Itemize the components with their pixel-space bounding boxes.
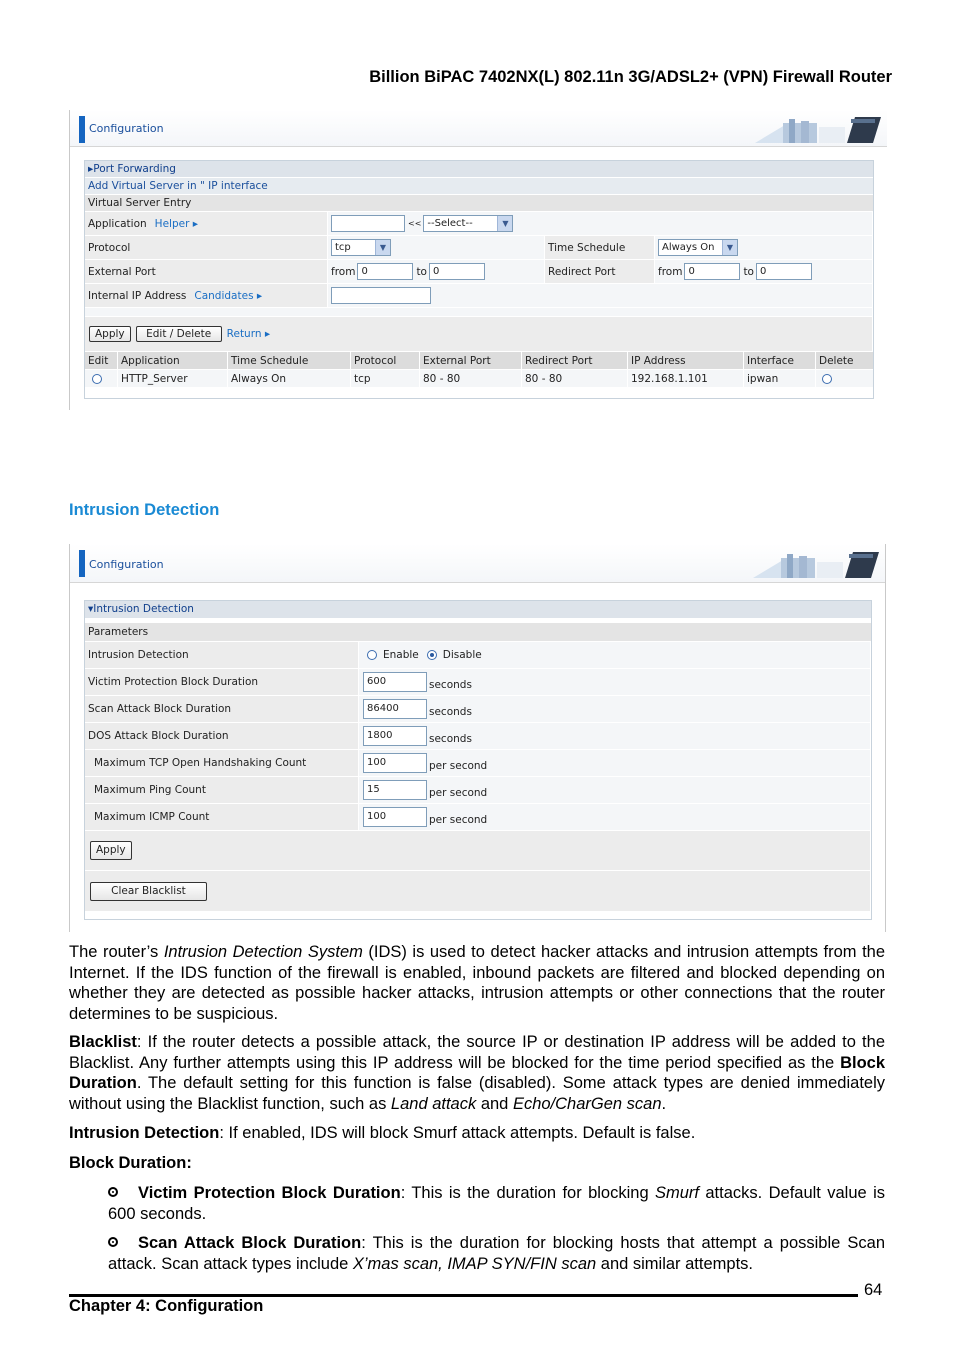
cell-time-schedule: Always On [228,370,351,387]
port-forwarding-screenshot [69,110,887,410]
paragraph-blacklist: Blacklist: If the router detects a possible attack, the source IP or destination IP address will be added to the Blacklist. Any further attempts using this IP address will be blocked for the time period specified as the Block Duration. The default setting for this function is false (disabled). Some attack types are denied immediately without using the Blacklist function, such as Land attack and Echo/CharGen scan. [69,1033,885,1113]
office-graphic-icon [753,550,881,578]
disable-label: Disable [442,649,482,661]
disable-radio[interactable] [427,650,437,660]
return-link[interactable]: Return ▸ [226,328,271,340]
unit-label: per second [429,760,488,772]
clear-blacklist-button[interactable]: Clear Blacklist [90,882,207,901]
parameters-head: Parameters [85,623,871,642]
intrusion-detection-panel [84,600,872,920]
max-tcp-label: Maximum TCP Open Handshaking Count [85,750,359,776]
col-external-port: External Port [420,352,522,369]
configuration-bar [70,110,887,147]
internal-ip-input[interactable] [331,287,431,304]
port-forwarding-panel [84,160,874,399]
chapter-label: Chapter 4: Configuration [69,1297,264,1315]
chevron-down-icon: ▼ [497,216,512,231]
configuration-bar [70,544,885,583]
scan-attack-label: Scan Attack Block Duration [85,696,359,722]
time-schedule-label: Time Schedule [545,236,655,259]
unit-label: per second [429,787,488,799]
unit-label: seconds [429,733,472,745]
cell-interface: ipwan [744,370,816,387]
configuration-label: Configuration [89,558,164,571]
col-redirect-port: Redirect Port [522,352,628,369]
max-icmp-input[interactable]: 100 [363,807,427,827]
cell-ip-address: 192.168.1.101 [628,370,744,387]
office-graphic-icon [755,115,883,143]
bullet-icon [108,1237,118,1247]
add-virtual-server-title: Add Virtual Server in " IP interface [85,178,873,195]
victim-protection-label: Victim Protection Block Duration [85,669,359,695]
application-input[interactable] [331,215,405,232]
unit-label: seconds [429,706,472,718]
max-ping-label: Maximum Ping Count [85,777,359,803]
external-port-label: External Port [85,260,328,283]
redirect-port-from-input[interactable]: 0 [684,263,740,280]
paragraph-ids: The router’s Intrusion Detection System (IDS) is used to detect hacker attacks and intrusion attempts from the Internet. If the IDS function of the firewall is enabled, inbound packets are filtered and blocked depending on whether they are detected as possible hacker attacks, intrusion attempts or other connections that the router determines to be suspicious. [69,943,886,1023]
candidates-link[interactable]: Candidates ▸ [194,289,263,302]
port-forwarding-header[interactable]: ▸Port Forwarding [85,161,873,178]
configuration-label: Configuration [89,122,164,135]
apply-button[interactable]: Apply [90,841,132,860]
bullet-scan: Scan Attack Block Duration: This is the duration for blocking hosts that attempt a possible Scan attack. Scan attack types include X’mas scan, IMAP SYN/FIN scan and similar attempts. [108,1234,885,1273]
chevron-down-icon: ▼ [722,240,737,255]
document-header-title: Billion BiPAC 7402NX(L) 802.11n 3G/ADSL2+ (VPN) Firewall Router [369,68,892,86]
to-label: to [743,265,754,278]
intrusion-detection-label: Intrusion Detection [85,642,359,668]
paragraph-block-duration: Block Duration: [69,1154,192,1172]
max-icmp-label: Maximum ICMP Count [85,804,359,830]
col-delete: Delete [816,352,873,369]
protocol-select[interactable]: tcp ▼ [331,239,391,256]
from-label: from [658,265,683,278]
bullet-icon [108,1187,118,1197]
bullet-victim: Victim Protection Block Duration: This is the duration for blocking Smurf attacks. Default value is 600 seconds. [108,1184,885,1223]
application-select[interactable]: --Select-- ▼ [423,215,513,232]
to-label: to [416,265,427,278]
cell-application: HTTP_Server [118,370,228,387]
max-ping-input[interactable]: 15 [363,780,427,800]
col-interface: Interface [744,352,816,369]
section-title: Intrusion Detection [69,501,220,519]
application-label: Application [88,217,147,230]
max-tcp-input[interactable]: 100 [363,753,427,773]
cell-external-port: 80 - 80 [420,370,522,387]
intrusion-detection-screenshot [69,544,886,932]
from-label: from [331,265,356,278]
paragraph-intrusion: Intrusion Detection: If enabled, IDS will block Smurf attack attempts. Default is false. [69,1124,696,1142]
application-arrow: << [408,219,422,228]
table-row [85,370,873,388]
intrusion-detection-header[interactable]: ▾Intrusion Detection [85,601,871,619]
dos-attack-label: DOS Attack Block Duration [85,723,359,749]
apply-button[interactable]: Apply [89,326,131,342]
delete-radio[interactable] [822,374,832,384]
col-ip-address: IP Address [628,352,744,369]
external-port-from-input[interactable]: 0 [357,263,413,280]
enable-radio[interactable] [367,650,377,660]
protocol-label: Protocol [85,236,328,259]
cell-redirect-port: 80 - 80 [522,370,628,387]
time-schedule-select[interactable]: Always On ▼ [658,239,738,256]
redirect-port-label: Redirect Port [545,260,655,283]
unit-label: per second [429,814,488,826]
cell-protocol: tcp [351,370,420,387]
edit-radio[interactable] [92,374,102,384]
helper-link[interactable]: Helper ▸ [154,217,198,230]
external-port-to-input[interactable]: 0 [429,263,485,280]
redirect-port-to-input[interactable]: 0 [756,263,812,280]
scan-attack-input[interactable]: 86400 [363,699,427,719]
col-protocol: Protocol [351,352,420,369]
col-application: Application [118,352,228,369]
enable-label: Enable [383,649,419,661]
virtual-server-entry-head: Virtual Server Entry [85,195,873,212]
victim-protection-input[interactable]: 600 [363,672,427,692]
chevron-down-icon: ▼ [375,240,390,255]
page-number: 64 [864,1281,883,1299]
col-time-schedule: Time Schedule [228,352,351,369]
dos-attack-input[interactable]: 1800 [363,726,427,746]
internal-ip-label: Internal IP Address [88,289,187,302]
unit-label: seconds [429,679,472,691]
col-edit: Edit [85,352,118,369]
edit-delete-button[interactable]: Edit / Delete [136,326,222,342]
